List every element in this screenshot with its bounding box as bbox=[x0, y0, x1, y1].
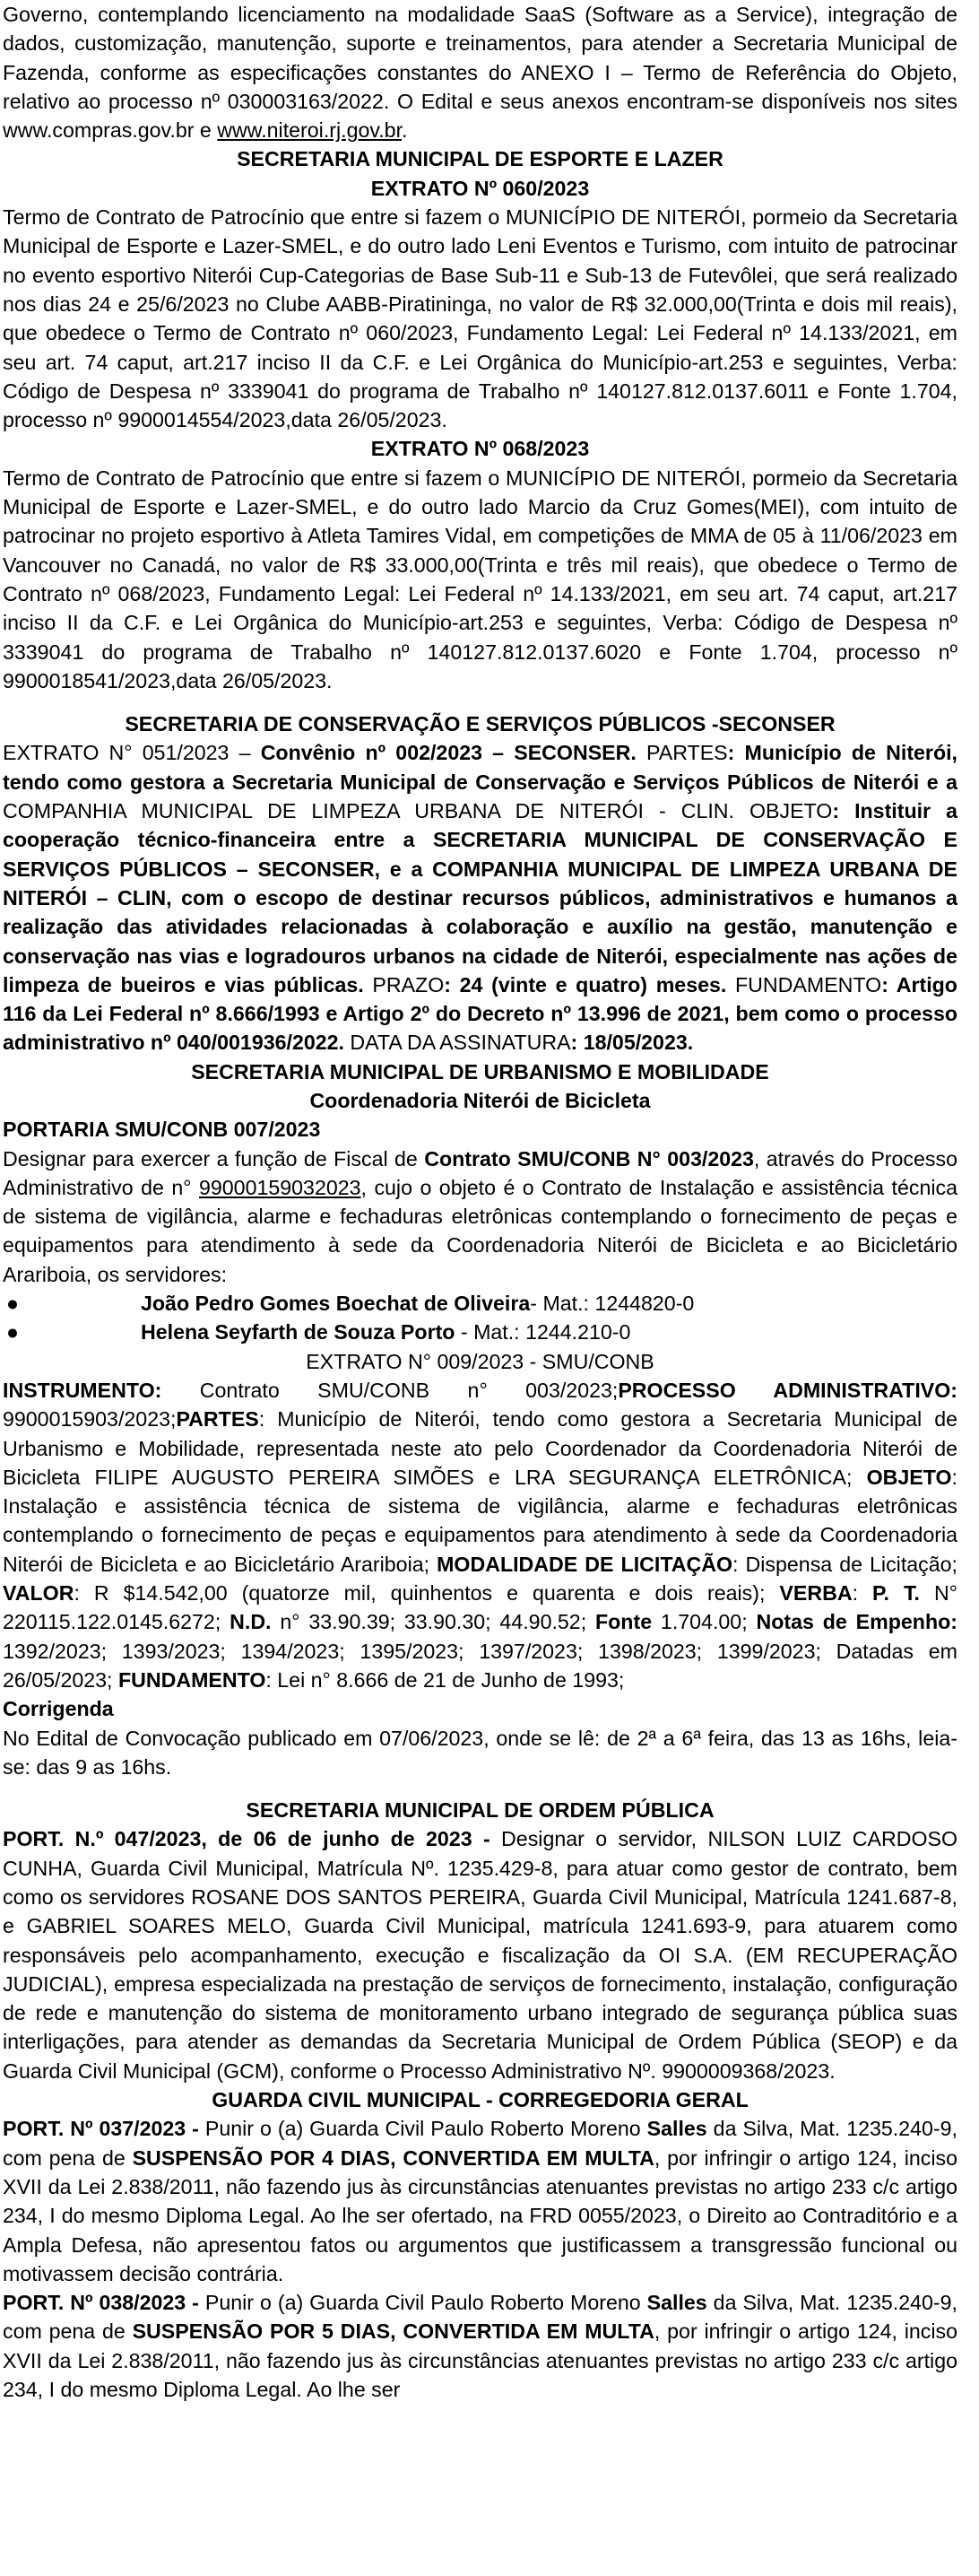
urbanismo-subheading: Coordenadoria Niterói de Bicicleta bbox=[309, 1088, 651, 1112]
seconser-prazo-label: PRAZO bbox=[363, 972, 445, 996]
pt-text: N° 220115.122.0145.6272; bbox=[3, 1581, 957, 1634]
seconser-objeto-text: : Instituir a cooperação técnico-financeira entre a SECRETARIA MUNICIPAL DE CONSERVAÇÃO E SERVIÇOS PÚBLICOS – SECONSER, e a COMPANHIA MUNICIPAL DE LIMPEZA URBANA DE NITERÓI – CLIN, com o escopo de destinar recursos públicos, administrativos e humanos a realização das atividades relacionadas à colaboração e auxílio na gestão, manutenção e conservação nas vias e logradouros urbanos na cidade de Niterói, especialmente nas ações de limpeza de bueiros e vias públicas. bbox=[3, 799, 957, 996]
extrato-009-title: EXTRATO N° 009/2023 - SMU/CONB bbox=[306, 1349, 654, 1373]
servidor-name: João Pedro Gomes Boechat de Oliveira bbox=[141, 1292, 531, 1316]
intro-paragraph bbox=[3, 0, 957, 144]
seconser-convenio: Convênio nº 002/2023 – SECONSER. bbox=[260, 741, 637, 765]
portaria-text-a: Designar para exercer a função de Fiscal de bbox=[3, 1146, 425, 1171]
seconser-extrato bbox=[3, 738, 957, 1057]
servidor-name: Helena Seyfarth de Souza Porto bbox=[141, 1320, 461, 1345]
fundamento-label: FUNDAMENTO bbox=[117, 1667, 266, 1692]
pt-label: P. T. bbox=[872, 1581, 920, 1606]
servidor-mat: - Mat.: 1244.210-0 bbox=[460, 1320, 631, 1345]
extrato-060-text: Termo de Contrato de Patrocínio que entre si fazem o MUNICÍPIO DE NITERÓI, pormeio da Secretaria Municipal de Esporte e Lazer-SMEL, e do outro lado Leni Eventos e Turismo, com intuito de patrocinar no evento esportivo Niterói Cup-Categorias de Base Sub-11 e Sub-13 de Futevôlei, que será realizado nos dias 24 e 25/6/2023 no Clube AABB-Piratininga, no valor de R$ 32.000,00(Trinta e dois mil reais), que obedece o Termo de Contrato nº 060/2023, Fundamento Legal: Lei Federal nº 14.133/2021, em seu art. 74 caput, art.217 inciso II da C.F. e Lei Orgânica do Município-art.253 e seguintes, Verba: Código de Despesa nº 3339041 do programa de Trabalho nº 140127.812.0137.6011 e Fonte 1.704, processo nº 9900014554/2023,data 26/05/2023. bbox=[3, 205, 957, 432]
seconser-heading: SECRETARIA DE CONSERVAÇÃO E SERVIÇOS PÚBLICOS -SECONSER bbox=[125, 712, 836, 736]
seconser-fundamento-text: : Artigo 116 da Lei Federal nº 8.666/1993 e Artigo 2º do Decreto nº 13.996 de 2021, bem como o processo administrativo nº 040/001936/2022. bbox=[3, 972, 957, 1055]
portaria-text-b: , através do Processo Administrativo de n° bbox=[3, 1146, 957, 1199]
objeto-label: OBJETO bbox=[866, 1465, 952, 1489]
portaria-text bbox=[3, 1144, 957, 1289]
instrumento-label: INSTRUMENTO: bbox=[3, 1378, 162, 1402]
processo-text: 9900015903/2023; bbox=[3, 1407, 177, 1432]
seconser-partes-label: PARTES bbox=[636, 741, 728, 765]
corrigenda-title: Corrigenda bbox=[3, 1697, 114, 1721]
partes-label: PARTES bbox=[176, 1407, 259, 1432]
port-037-label: PORT. Nº 037/2023 - bbox=[3, 2117, 199, 2141]
servidor-mat: - Mat.: 1244820-0 bbox=[530, 1292, 695, 1316]
objeto-text: : Instalação e assistência técnica de sistema de vigilância, alarme e fechaduras eletrônicas contemplando o fornecimento de peças e equipamentos para atendimento à sede da Coordenadoria Niterói de Bicicleta e ao Bicicletário Arariboia; bbox=[3, 1465, 957, 1576]
processo-label: PROCESSO ADMINISTRATIVO: bbox=[618, 1378, 957, 1402]
fonte-label: Fonte bbox=[594, 1610, 653, 1634]
empenho-label: Notas de Empenho: bbox=[756, 1610, 958, 1634]
niteroi-site-link[interactable]: www.niteroi.rj.gov.br bbox=[217, 118, 403, 143]
modalidade-text: : Dispensa de Licitação; bbox=[732, 1552, 957, 1576]
instrumento-text: Contrato SMU/CONB n° 003/2023; bbox=[161, 1378, 619, 1402]
port-037-body-b: da Silva, Mat. 1235.240-9, com pena de bbox=[3, 2117, 957, 2170]
partes-text: : Município de Niterói, tendo como gestora a Secretaria Municipal de Urbanismo e Mobilidade, representada neste ato pelo Coordenador da Coordenadoria Niterói de Bicicleta FILIPE AUGUSTO PEREIRA SIMÕES e LRA SEGURANÇA ELETRÔNICA; bbox=[3, 1407, 957, 1489]
empenho-text: 1392/2023; 1393/2023; 1394/2023; 1395/2023; 1397/2023; 1398/2023; 1399/2023; Datadas em 26/05/2023; bbox=[3, 1639, 957, 1692]
nd-label: N.D. bbox=[230, 1610, 272, 1634]
seconser-clin-objeto: COMPANHIA MUNICIPAL DE LIMPEZA URBANA DE NITERÓI - CLIN. OBJETO bbox=[3, 799, 833, 823]
port-047-text bbox=[3, 1824, 957, 2085]
intro-end: . bbox=[402, 118, 408, 143]
modalidade-label: MODALIDADE DE LICITAÇÃO bbox=[437, 1552, 733, 1576]
port-037-body-c: , por infringir o artigo 124, inciso XVII da Lei 2.838/2011, não fazendo jus às circunstâncias atenuantes previstas no artigo 233 c/c artigo 234, I do mesmo Diploma Legal. Ao lhe ser ofertado, na FRD 0055/2023, o Direito ao Contraditório e a Ampla Defesa, não apresentou fatos ou argumentos que justificassem a transgressão funcional ou motivassem decisão contrária. bbox=[3, 2145, 958, 2285]
port-037-penalty: SUSPENSÃO POR 4 DIAS, CONVERTIDA EM MULTA bbox=[132, 2145, 654, 2170]
guarda-heading: GUARDA CIVIL MUNICIPAL - CORREGEDORIA GERAL bbox=[212, 2088, 749, 2112]
port-038-body-b: da Silva, Mat. 1235.240-9, com pena de bbox=[3, 2291, 957, 2344]
fonte-text: 1.704.00; bbox=[652, 1610, 757, 1634]
seconser-fundamento-label: FUNDAMENTO bbox=[726, 972, 882, 996]
port-037-body-a: Punir o (a) Guarda Civil Paulo Roberto Moreno bbox=[198, 2117, 647, 2141]
esporte-heading: SECRETARIA MUNICIPAL DE ESPORTE E LAZER bbox=[237, 147, 723, 171]
seconser-data-text: : 18/05/2023. bbox=[570, 1031, 694, 1055]
port-038-surname: Salles bbox=[646, 2291, 707, 2315]
processo-link[interactable]: 99000159032023 bbox=[198, 1175, 361, 1199]
portaria-text-c: , cujo o objeto é o Contrato de Instalação e assistência técnica de sistema de vigilância, alarme e fechaduras eletrônicas contemplando o fornecimento de peças e equipamentos para atendimento à sede da Coordenadoria Niterói de Bicicleta e ao Bicicletário Arariboia, os servidores: bbox=[3, 1175, 957, 1286]
extrato-068-text: Termo de Contrato de Patrocínio que entre si fazem o MUNICÍPIO DE NITERÓI, pormeio da Secretaria Municipal de Esporte e Lazer-SMEL, e do outro lado Marcio da Cruz Gomes(MEI), com intuito de patrocinar no projeto esportivo à Atleta Tamires Vidal, em competições de MMA de 05 à 11/06/2023 em Vancouver no Canadá, no valor de R$ 33.000,00(Trinta e três mil reais), que obedece o Termo de Contrato nº 068/2023, Fundamento Legal: Lei Federal nº 14.133/2021, em seu art. 74 caput, art.217 inciso II da C.F. e Lei Orgânica do Município-art.253 e seguintes, Verba: Código de Despesa nº 3339041 do programa de Trabalho nº 140127.812.0137.6020 e Fonte 1.704, processo nº 9900018541/2023,data 26/05/2023. bbox=[3, 466, 957, 692]
port-037-text bbox=[3, 2114, 957, 2288]
extrato-068-title: EXTRATO Nº 068/2023 bbox=[370, 437, 590, 461]
section-gap bbox=[3, 1781, 957, 1796]
seconser-data-label: DATA DA ASSINATURA bbox=[343, 1031, 571, 1055]
servidor-list-item bbox=[3, 1289, 957, 1318]
verba-label: VERBA bbox=[779, 1581, 853, 1606]
extrato-009-text bbox=[3, 1376, 957, 1694]
port-038-text bbox=[3, 2288, 957, 2404]
extrato-060-title: EXTRATO Nº 060/2023 bbox=[370, 176, 590, 200]
valor-label: VALOR bbox=[3, 1581, 74, 1606]
bullet-icon: ● bbox=[6, 1292, 20, 1316]
seconser-extrato-number: EXTRATO N° 051/2023 – bbox=[3, 741, 261, 765]
corrigenda-text: No Edital de Convocação publicado em 07/06/2023, onde se lê: de 2ª a 6ª feira, das 13 as 16hs, leia-se: das 9 as 16hs. bbox=[3, 1726, 957, 1779]
port-047-body: Designar o servidor, NILSON LUIZ CARDOSO CUNHA, Guarda Civil Municipal, Matrícula Nº. 1235.429-8, para atuar como gestor de contrato, bem como os servidores ROSANE DOS SANTOS PEREIRA, Guarda Civil Municipal, Matrícula 1241.687-8, e GABRIEL SOARES MELO, Guarda Civil Municipal, matrícula 1241.693-9, para atuarem como responsáveis pelo acompanhamento, execução e fiscalização da OI S.A. (EM RECUPERAÇÃO JUDICIAL), empresa especializada na prestação de serviços de fornecimento, instalação, configuração de rede e manutenção do sistema de monitoramento urbano integrado de segurança pública suas interligações, para atender as demandas da Secretaria Municipal de Ordem Pública (SEOP) e da Guarda Civil Municipal (GCM), conforme o Processo Administrativo Nº. 9900009368/2023. bbox=[3, 1827, 957, 2083]
intro-text: Governo, contemplando licenciamento na modalidade SaaS (Software as a Service), integração de dados, customização, manutenção, suporte e treinamentos, para atender a Secretaria Municipal de Fazenda, conforme as especificações constantes do ANEXO I – Termo de Referência do Objeto, relativo ao processo nº 030003163/2022. O Edital e seus anexos encontram-se disponíveis nos sites www.compras.gov.br e bbox=[3, 3, 957, 143]
port-038-label: PORT. Nº 038/2023 - bbox=[3, 2291, 199, 2315]
port-038-body-c: , por infringir o artigo 124, inciso XVII da Lei 2.838/2011, não fazendo jus às circunstâncias atenuantes previstas no artigo 233 c/c artigo 234, I do mesmo Diploma Legal. Ao lhe ser bbox=[3, 2319, 958, 2402]
seconser-prazo-text: : 24 (vinte e quatro) meses. bbox=[444, 972, 727, 996]
portaria-contrato: Contrato SMU/CONB N° 003/2023 bbox=[424, 1146, 754, 1171]
port-047-label: PORT. N.º 047/2023, de 06 de junho de 2023 - bbox=[3, 1827, 490, 1851]
nd-text: n° 33.90.39; 33.90.30; 44.90.52; bbox=[271, 1610, 595, 1634]
verba-sep: : bbox=[852, 1581, 873, 1606]
ordem-publica-heading: SECRETARIA MUNICIPAL DE ORDEM PÚBLICA bbox=[246, 1798, 715, 1823]
port-038-body-a: Punir o (a) Guarda Civil Paulo Roberto Moreno bbox=[198, 2291, 647, 2315]
port-037-surname: Salles bbox=[646, 2117, 707, 2141]
fundamento-text: : Lei n° 8.666 de 21 de Junho de 1993; bbox=[265, 1667, 625, 1692]
seconser-partes-text: : Município de Niterói, tendo como gestora a Secretaria Municipal de Conservação e Serviços Públicos de Niterói e a bbox=[3, 741, 958, 794]
port-038-penalty: SUSPENSÃO POR 5 DIAS, CONVERTIDA EM MULTA bbox=[132, 2319, 654, 2344]
servidor-list-item bbox=[3, 1318, 957, 1346]
bullet-icon: ● bbox=[6, 1320, 20, 1345]
portaria-title: PORTARIA SMU/CONB 007/2023 bbox=[3, 1118, 321, 1142]
valor-text: : R $14.542,00 (quatorze mil, quinhentos e quarenta e dois reais); bbox=[74, 1581, 780, 1606]
urbanismo-heading: SECRETARIA MUNICIPAL DE URBANISMO E MOBILIDADE bbox=[191, 1059, 769, 1083]
section-gap bbox=[3, 695, 957, 709]
